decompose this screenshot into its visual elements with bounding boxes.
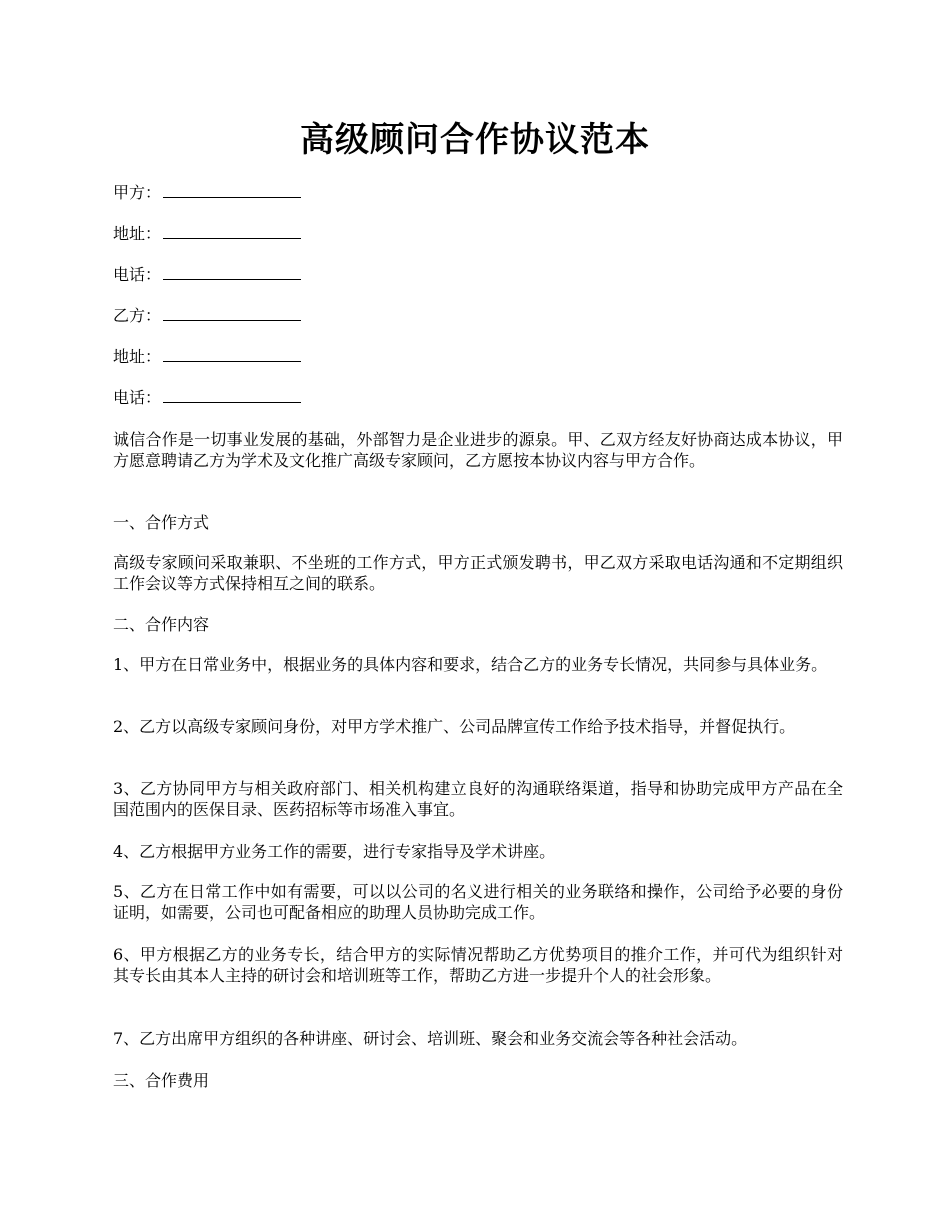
- section-heading-cooperation-content: 二、合作内容: [113, 615, 210, 634]
- content-item-4: 4、乙方根据甲方业务工作的需要，进行专家指导及学术讲座。: [113, 842, 556, 861]
- fill-in-blank: [163, 347, 301, 362]
- field-label: 地址：: [113, 347, 162, 366]
- document-title: 高级顾问合作协议范本: [300, 120, 650, 160]
- fill-in-blank: [163, 224, 301, 239]
- party-b-phone-field: [113, 388, 301, 408]
- intro-paragraph: 诚信合作是一切事业发展的基础，外部智力是企业进步的源泉。甲、乙双方经友好协商达成本协议，甲方愿意聘请乙方为学术及文化推广高级专家顾问，乙方愿按本协议内容与甲方合作。: [113, 430, 843, 470]
- fill-in-blank: [163, 183, 301, 198]
- section-heading-cooperation-method: 一、合作方式: [113, 513, 210, 532]
- field-label: 乙方：: [113, 306, 162, 325]
- party-a-phone-field: [113, 265, 301, 285]
- field-label: 甲方：: [113, 183, 162, 202]
- content-item-6: 6、甲方根据乙方的业务专长，结合甲方的实际情况帮助乙方优势项目的推介工作，并可代为组织针对其专长由其本人主持的研讨会和培训班等工作，帮助乙方进一步提升个人的社会形象。: [113, 945, 843, 985]
- content-item-5: 5、乙方在日常工作中如有需要，可以以公司的名义进行相关的业务联络和操作，公司给予必要的身份证明，如需要，公司也可配备相应的助理人员协助完成工作。: [113, 882, 843, 922]
- field-label: 电话：: [113, 265, 162, 284]
- content-item-2: 2、乙方以高级专家顾问身份，对甲方学术推广、公司品牌宣传工作给予技术指导，并督促执行。: [113, 717, 796, 736]
- fill-in-blank: [163, 306, 301, 321]
- cooperation-method-paragraph: 高级专家顾问采取兼职、不坐班的工作方式，甲方正式颁发聘书，甲乙双方采取电话沟通和不定期组织工作会议等方式保持相互之间的联系。: [113, 553, 843, 593]
- content-item-7: 7、乙方出席甲方组织的各种讲座、研讨会、培训班、聚会和业务交流会等各种社会活动。: [113, 1029, 748, 1048]
- fill-in-blank: [163, 265, 301, 280]
- party-a-address-field: [113, 224, 301, 244]
- section-heading-cooperation-fees: 三、合作费用: [113, 1071, 210, 1090]
- fill-in-blank: [163, 388, 301, 403]
- party-b-address-field: [113, 347, 301, 367]
- field-label: 地址：: [113, 224, 162, 243]
- party-a-name-field: [113, 183, 301, 203]
- party-b-name-field: [113, 306, 301, 326]
- field-label: 电话：: [113, 388, 162, 407]
- content-item-3: 3、乙方协同甲方与相关政府部门、相关机构建立良好的沟通联络渠道，指导和协助完成甲方产品在全国范围内的医保目录、医药招标等市场准入事宜。: [113, 779, 843, 819]
- content-item-1: 1、甲方在日常业务中，根据业务的具体内容和要求，结合乙方的业务专长情况，共同参与具体业务。: [113, 655, 828, 674]
